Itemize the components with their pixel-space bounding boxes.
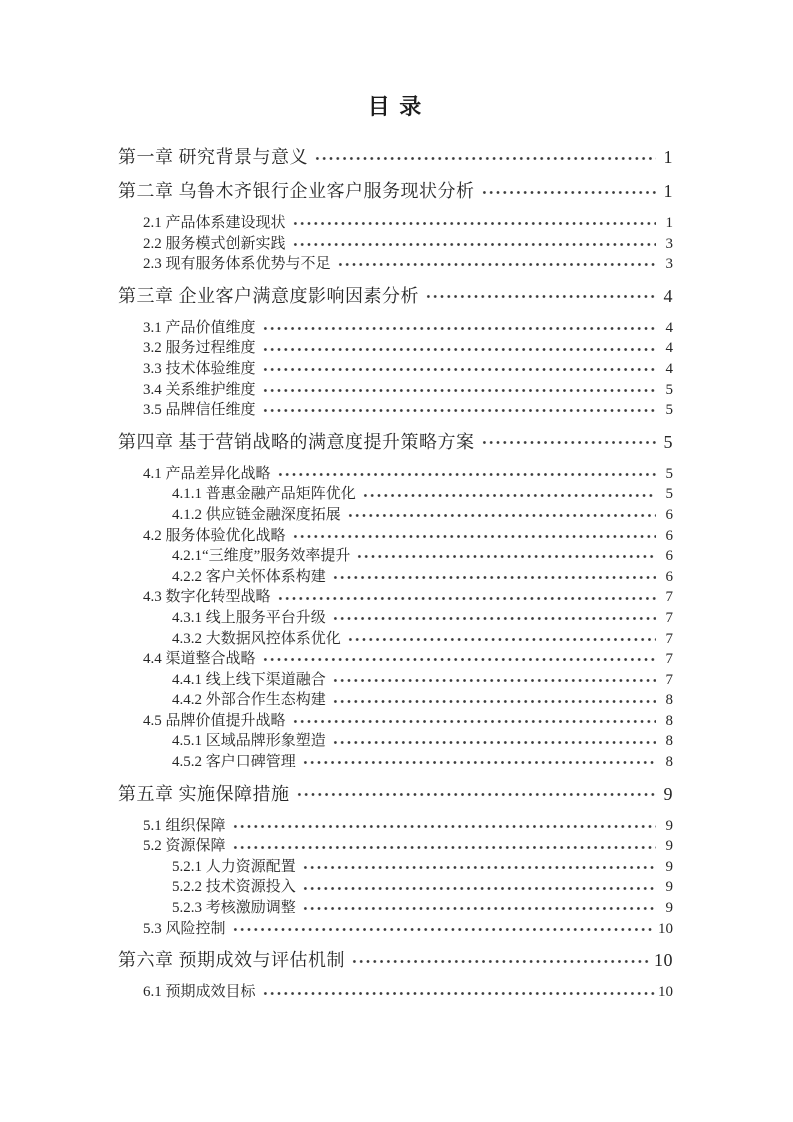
toc-entry-page: 4 bbox=[665, 360, 673, 377]
dot-leader bbox=[262, 403, 656, 418]
dot-leader bbox=[347, 631, 656, 646]
dot-leader bbox=[232, 839, 656, 854]
dot-leader bbox=[262, 341, 656, 356]
toc-entry[interactable] bbox=[118, 649, 673, 670]
toc-entry-page: 1 bbox=[663, 147, 673, 167]
dot-leader bbox=[332, 734, 656, 749]
toc-entry[interactable] bbox=[118, 670, 673, 691]
toc-entry-label: 第二章 乌鲁木齐银行企业客户服务现状分析 bbox=[118, 181, 475, 201]
toc-entry-label: 3.5 品牌信任维度 bbox=[143, 402, 256, 419]
toc-entry-label: 3.1 产品价值维度 bbox=[143, 319, 256, 336]
dot-leader bbox=[292, 714, 656, 729]
toc-entry[interactable] bbox=[118, 234, 673, 255]
toc-entry-page: 8 bbox=[665, 692, 673, 709]
toc-entry[interactable] bbox=[118, 587, 673, 608]
toc-entry[interactable] bbox=[118, 919, 673, 940]
toc-entry-label: 3.3 技术体验维度 bbox=[143, 360, 256, 377]
toc-entry[interactable] bbox=[118, 690, 673, 711]
toc-entry-page: 4 bbox=[663, 285, 673, 306]
toc-entry[interactable] bbox=[118, 836, 673, 857]
toc-entry-label: 4.2.1“三维度”服务效率提升 bbox=[172, 548, 351, 565]
toc-entry-label: 5.3 风险控制 bbox=[143, 920, 226, 937]
toc-entry-label: 4.1 产品差异化战略 bbox=[143, 465, 271, 482]
toc-entry-label: 3.2 服务过程维度 bbox=[143, 340, 256, 357]
toc-entry-label: 5.1 组织保障 bbox=[143, 817, 226, 834]
toc-title: 目 录 bbox=[367, 94, 424, 119]
toc-entry-label: 5.2.3 考核激励调整 bbox=[172, 900, 296, 917]
toc-entry[interactable] bbox=[118, 567, 673, 588]
toc-entry-page: 6 bbox=[665, 506, 673, 523]
toc-entry[interactable] bbox=[118, 318, 673, 339]
toc-entry-label: 4.1.2 供应链金融深度拓展 bbox=[172, 506, 341, 523]
dot-leader bbox=[262, 382, 656, 397]
toc-entry[interactable] bbox=[118, 546, 673, 567]
dot-leader bbox=[481, 183, 657, 201]
dot-leader bbox=[292, 216, 656, 231]
toc-entry-page: 6 bbox=[665, 568, 673, 585]
toc-entry-label: 3.4 关系维护维度 bbox=[143, 381, 256, 398]
toc-entry[interactable] bbox=[118, 380, 673, 401]
toc-entry[interactable] bbox=[118, 752, 673, 773]
dot-leader bbox=[262, 985, 655, 1000]
dot-leader bbox=[232, 818, 656, 833]
toc-entry[interactable] bbox=[118, 731, 673, 752]
toc-entry-page: 9 bbox=[665, 858, 673, 875]
toc-entry-page: 5 bbox=[665, 465, 673, 482]
toc-entry[interactable] bbox=[118, 948, 673, 973]
toc-entry-page: 8 bbox=[665, 733, 673, 750]
dot-leader bbox=[356, 549, 656, 564]
toc-entry[interactable] bbox=[118, 179, 673, 204]
toc-entry[interactable] bbox=[118, 898, 673, 919]
dot-leader bbox=[262, 362, 656, 377]
dot-leader bbox=[302, 755, 656, 770]
toc-entry-page: 10 bbox=[654, 950, 673, 971]
dot-leader bbox=[332, 611, 656, 626]
toc-entry-page: 10 bbox=[658, 984, 673, 1001]
toc-entry-label: 4.3.2 大数据风控体系优化 bbox=[172, 630, 341, 647]
toc-entry[interactable] bbox=[118, 711, 673, 732]
toc-entry-label: 第三章 企业客户满意度影响因素分析 bbox=[118, 285, 419, 306]
toc-entry-page: 5 bbox=[665, 381, 673, 398]
toc-entry-page: 8 bbox=[665, 712, 673, 729]
dot-leader bbox=[232, 921, 655, 936]
toc-entry-label: 4.2 服务体验优化战略 bbox=[143, 527, 286, 544]
toc-entry-page: 3 bbox=[665, 235, 673, 252]
toc-entry[interactable] bbox=[118, 254, 673, 275]
toc-entry-label: 4.5 品牌价值提升战略 bbox=[143, 712, 286, 729]
toc-entry-label: 4.2.2 客户关怀体系构建 bbox=[172, 568, 326, 585]
toc-entry-label: 6.1 预期成效目标 bbox=[143, 984, 256, 1001]
toc-entry-page: 7 bbox=[665, 671, 673, 688]
toc-entry[interactable] bbox=[118, 284, 673, 309]
toc-entry-label: 2.3 现有服务体系优势与不足 bbox=[143, 256, 331, 273]
dot-leader bbox=[302, 901, 656, 916]
toc-entry[interactable] bbox=[118, 629, 673, 650]
toc-entry-label: 第一章 研究背景与意义 bbox=[118, 147, 308, 167]
toc-entry[interactable] bbox=[118, 526, 673, 547]
toc-entry-label: 5.2 资源保障 bbox=[143, 838, 226, 855]
dot-leader bbox=[296, 785, 657, 803]
dot-leader bbox=[314, 149, 656, 167]
toc-entry[interactable] bbox=[118, 430, 673, 455]
dot-leader bbox=[425, 287, 656, 305]
toc-entry-page: 9 bbox=[665, 879, 673, 896]
toc-entry-page: 9 bbox=[665, 817, 673, 834]
dot-leader bbox=[332, 570, 656, 585]
dot-leader bbox=[347, 508, 656, 523]
toc-entry-label: 4.5.2 客户口碑管理 bbox=[172, 754, 296, 771]
toc-entry-page: 7 bbox=[665, 589, 673, 606]
toc-entry-label: 第六章 预期成效与评估机制 bbox=[118, 950, 345, 971]
toc-entry[interactable] bbox=[118, 982, 673, 1003]
toc-entry[interactable] bbox=[118, 608, 673, 629]
toc-entry-page: 9 bbox=[665, 900, 673, 917]
toc-entry-page: 9 bbox=[665, 838, 673, 855]
toc-entry-label: 4.3 数字化转型战略 bbox=[143, 589, 271, 606]
dot-leader bbox=[362, 487, 656, 502]
toc-entry-label: 2.2 服务模式创新实践 bbox=[143, 235, 286, 252]
dot-leader bbox=[351, 952, 651, 970]
toc-entry-page: 5 bbox=[663, 431, 673, 452]
toc-entry[interactable] bbox=[118, 816, 673, 837]
toc-entry[interactable] bbox=[118, 464, 673, 485]
toc-entry-label: 4.5.1 区域品牌形象塑造 bbox=[172, 733, 326, 750]
toc-entry-page: 4 bbox=[665, 340, 673, 357]
toc-entry-page: 9 bbox=[663, 783, 673, 804]
toc-entry-page: 7 bbox=[665, 630, 673, 647]
dot-leader bbox=[302, 860, 656, 875]
toc-entry[interactable] bbox=[118, 359, 673, 380]
dot-leader bbox=[332, 693, 656, 708]
dot-leader bbox=[292, 236, 656, 251]
toc-entry[interactable] bbox=[118, 857, 673, 878]
toc-entry-label: 4.4 渠道整合战略 bbox=[143, 651, 256, 668]
toc-entry-page: 10 bbox=[658, 920, 673, 937]
toc-entry-page: 7 bbox=[665, 609, 673, 626]
dot-leader bbox=[277, 467, 656, 482]
dot-leader bbox=[262, 321, 656, 336]
dot-leader bbox=[292, 528, 656, 543]
toc-entry[interactable] bbox=[118, 400, 673, 421]
toc-entry-label: 5.2.1 人力资源配置 bbox=[172, 858, 296, 875]
dot-leader bbox=[302, 880, 656, 895]
toc-list bbox=[118, 145, 673, 1003]
toc-entry-label: 第五章 实施保障措施 bbox=[118, 783, 290, 804]
toc-entry-page: 3 bbox=[665, 256, 673, 273]
toc-entry-label: 4.1.1 普惠金融产品矩阵优化 bbox=[172, 486, 356, 503]
toc-entry[interactable] bbox=[118, 213, 673, 234]
toc-entry-label: 2.1 产品体系建设现状 bbox=[143, 215, 286, 231]
toc-entry-label: 5.2.2 技术资源投入 bbox=[172, 879, 296, 896]
toc-entry-page: 1 bbox=[663, 181, 673, 201]
dot-leader bbox=[277, 590, 656, 605]
toc-entry[interactable] bbox=[118, 145, 673, 170]
toc-entry-page: 1 bbox=[665, 215, 673, 231]
dot-leader bbox=[481, 433, 657, 451]
toc-entry-label: 4.4.2 外部合作生态构建 bbox=[172, 692, 326, 709]
toc-entry-page: 8 bbox=[665, 754, 673, 771]
toc-entry[interactable] bbox=[118, 484, 673, 505]
toc-entry[interactable] bbox=[118, 338, 673, 359]
toc-entry[interactable] bbox=[118, 877, 673, 898]
toc-entry-page: 6 bbox=[665, 527, 673, 544]
toc-entry-label: 4.4.1 线上线下渠道融合 bbox=[172, 671, 326, 688]
toc-entry-label: 第四章 基于营销战略的满意度提升策略方案 bbox=[118, 431, 475, 452]
toc-entry-page: 5 bbox=[665, 402, 673, 419]
toc-entry-page: 4 bbox=[665, 319, 673, 336]
toc-entry-page: 5 bbox=[665, 486, 673, 503]
toc-entry-page: 7 bbox=[665, 651, 673, 668]
toc-entry[interactable] bbox=[118, 782, 673, 807]
toc-entry[interactable] bbox=[118, 505, 673, 526]
dot-leader bbox=[337, 257, 656, 272]
toc-entry-page: 6 bbox=[665, 548, 673, 565]
dot-leader bbox=[332, 672, 656, 687]
toc-entry-label: 4.3.1 线上服务平台升级 bbox=[172, 609, 326, 626]
dot-leader bbox=[262, 652, 656, 667]
